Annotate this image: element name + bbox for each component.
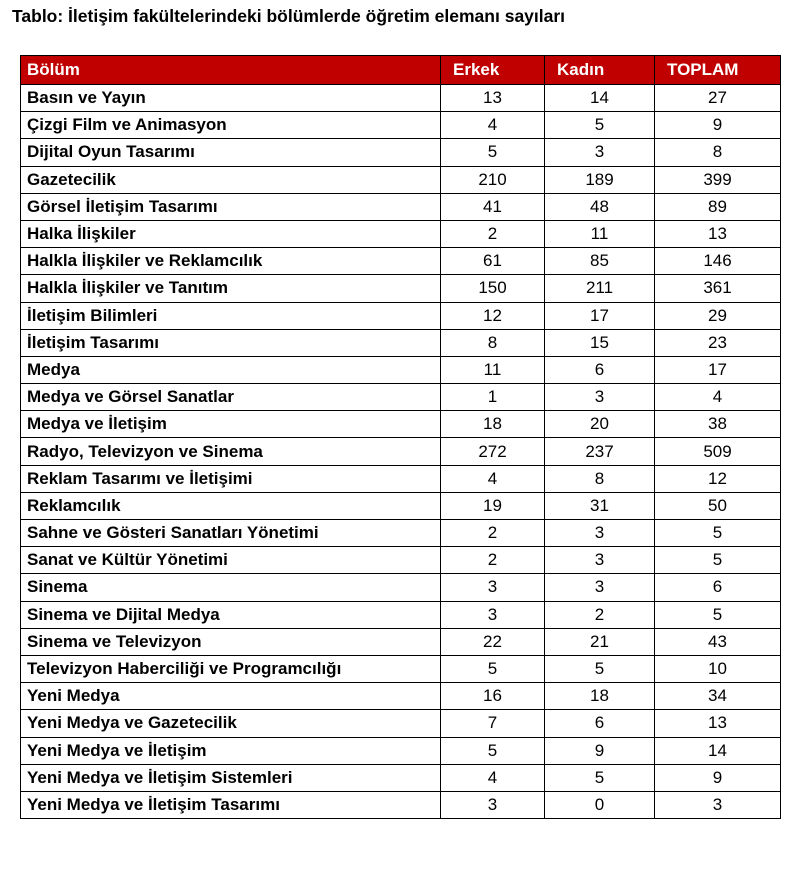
cell-male: 5 [441, 655, 545, 682]
cell-male: 272 [441, 438, 545, 465]
cell-female: 8 [545, 465, 655, 492]
cell-total: 13 [655, 220, 781, 247]
cell-male: 150 [441, 275, 545, 302]
cell-department: Yeni Medya ve Gazetecilik [21, 710, 441, 737]
cell-female: 6 [545, 356, 655, 383]
cell-total: 12 [655, 465, 781, 492]
cell-department: Halkla İlişkiler ve Tanıtım [21, 275, 441, 302]
cell-female: 3 [545, 520, 655, 547]
cell-male: 4 [441, 465, 545, 492]
cell-total: 13 [655, 710, 781, 737]
cell-male: 3 [441, 601, 545, 628]
cell-male: 8 [441, 329, 545, 356]
cell-total: 14 [655, 737, 781, 764]
cell-male: 22 [441, 628, 545, 655]
cell-male: 11 [441, 356, 545, 383]
cell-female: 20 [545, 411, 655, 438]
header-total: TOPLAM [655, 56, 781, 85]
cell-department: Radyo, Televizyon ve Sinema [21, 438, 441, 465]
cell-total: 5 [655, 601, 781, 628]
table-row [21, 628, 781, 655]
cell-department: Yeni Medya ve İletişim Tasarımı [21, 791, 441, 818]
cell-department: Halka İlişkiler [21, 220, 441, 247]
cell-department: Halkla İlişkiler ve Reklamcılık [21, 248, 441, 275]
table-row [21, 710, 781, 737]
cell-female: 48 [545, 193, 655, 220]
cell-female: 14 [545, 85, 655, 112]
cell-female: 21 [545, 628, 655, 655]
cell-department: Sinema [21, 574, 441, 601]
cell-department: Görsel İletişim Tasarımı [21, 193, 441, 220]
cell-male: 16 [441, 683, 545, 710]
table-title: Tablo: İletişim fakültelerindeki bölümlerde öğretim elemanı sayıları [12, 6, 566, 26]
header-row [21, 56, 781, 85]
table-row [21, 112, 781, 139]
cell-department: Reklam Tasarımı ve İletişimi [21, 465, 441, 492]
table-row [21, 764, 781, 791]
cell-department: Medya ve Görsel Sanatlar [21, 384, 441, 411]
cell-department: İletişim Tasarımı [21, 329, 441, 356]
cell-department: Yeni Medya ve İletişim [21, 737, 441, 764]
cell-total: 509 [655, 438, 781, 465]
cell-male: 19 [441, 492, 545, 519]
cell-total: 17 [655, 356, 781, 383]
cell-female: 6 [545, 710, 655, 737]
table-row [21, 520, 781, 547]
table-row [21, 85, 781, 112]
cell-total: 5 [655, 547, 781, 574]
cell-male: 210 [441, 166, 545, 193]
cell-female: 189 [545, 166, 655, 193]
cell-total: 9 [655, 764, 781, 791]
cell-male: 13 [441, 85, 545, 112]
table-row [21, 302, 781, 329]
cell-total: 4 [655, 384, 781, 411]
cell-female: 11 [545, 220, 655, 247]
table-row [21, 465, 781, 492]
cell-total: 43 [655, 628, 781, 655]
table-row [21, 248, 781, 275]
cell-female: 2 [545, 601, 655, 628]
cell-department: Sanat ve Kültür Yönetimi [21, 547, 441, 574]
cell-department: İletişim Bilimleri [21, 302, 441, 329]
cell-department: Sinema ve Dijital Medya [21, 601, 441, 628]
cell-total: 10 [655, 655, 781, 682]
cell-male: 2 [441, 520, 545, 547]
cell-male: 7 [441, 710, 545, 737]
cell-total: 89 [655, 193, 781, 220]
cell-male: 5 [441, 139, 545, 166]
table-row [21, 737, 781, 764]
cell-department: Medya ve İletişim [21, 411, 441, 438]
cell-female: 5 [545, 764, 655, 791]
table-row [21, 411, 781, 438]
cell-male: 5 [441, 737, 545, 764]
cell-total: 27 [655, 85, 781, 112]
cell-total: 29 [655, 302, 781, 329]
table-row [21, 384, 781, 411]
cell-male: 3 [441, 574, 545, 601]
cell-male: 2 [441, 547, 545, 574]
cell-female: 5 [545, 112, 655, 139]
cell-department: Yeni Medya ve İletişim Sistemleri [21, 764, 441, 791]
cell-total: 3 [655, 791, 781, 818]
table-row [21, 601, 781, 628]
cell-department: Reklamcılık [21, 492, 441, 519]
cell-female: 0 [545, 791, 655, 818]
cell-male: 41 [441, 193, 545, 220]
cell-female: 18 [545, 683, 655, 710]
cell-female: 15 [545, 329, 655, 356]
cell-department: Basın ve Yayın [21, 85, 441, 112]
table-row [21, 438, 781, 465]
cell-male: 3 [441, 791, 545, 818]
table-row [21, 220, 781, 247]
cell-male: 12 [441, 302, 545, 329]
table-row [21, 791, 781, 818]
cell-total: 23 [655, 329, 781, 356]
cell-total: 34 [655, 683, 781, 710]
cell-male: 4 [441, 764, 545, 791]
table-row [21, 275, 781, 302]
cell-male: 2 [441, 220, 545, 247]
cell-total: 6 [655, 574, 781, 601]
cell-total: 361 [655, 275, 781, 302]
cell-male: 18 [441, 411, 545, 438]
cell-female: 237 [545, 438, 655, 465]
table-row [21, 356, 781, 383]
cell-total: 146 [655, 248, 781, 275]
cell-female: 3 [545, 139, 655, 166]
cell-female: 211 [545, 275, 655, 302]
table-row [21, 139, 781, 166]
cell-total: 38 [655, 411, 781, 438]
table-row [21, 492, 781, 519]
table-row [21, 655, 781, 682]
cell-department: Sahne ve Gösteri Sanatları Yönetimi [21, 520, 441, 547]
table-row [21, 574, 781, 601]
cell-total: 50 [655, 492, 781, 519]
cell-female: 3 [545, 384, 655, 411]
cell-department: Sinema ve Televizyon [21, 628, 441, 655]
cell-female: 5 [545, 655, 655, 682]
table-row [21, 683, 781, 710]
table-row [21, 547, 781, 574]
cell-department: Çizgi Film ve Animasyon [21, 112, 441, 139]
cell-female: 85 [545, 248, 655, 275]
table-row [21, 329, 781, 356]
cell-total: 9 [655, 112, 781, 139]
cell-female: 3 [545, 574, 655, 601]
cell-female: 9 [545, 737, 655, 764]
cell-department: Televizyon Haberciliği ve Programcılığı [21, 655, 441, 682]
cell-female: 17 [545, 302, 655, 329]
faculty-table [20, 55, 781, 819]
cell-female: 31 [545, 492, 655, 519]
cell-female: 3 [545, 547, 655, 574]
header-male: Erkek [441, 56, 545, 85]
cell-male: 1 [441, 384, 545, 411]
cell-department: Dijital Oyun Tasarımı [21, 139, 441, 166]
cell-department: Gazetecilik [21, 166, 441, 193]
cell-total: 399 [655, 166, 781, 193]
header-department: Bölüm [21, 56, 441, 85]
cell-department: Yeni Medya [21, 683, 441, 710]
cell-total: 8 [655, 139, 781, 166]
header-female: Kadın [545, 56, 655, 85]
cell-total: 5 [655, 520, 781, 547]
table-row [21, 193, 781, 220]
cell-male: 4 [441, 112, 545, 139]
table-row [21, 166, 781, 193]
cell-male: 61 [441, 248, 545, 275]
cell-department: Medya [21, 356, 441, 383]
